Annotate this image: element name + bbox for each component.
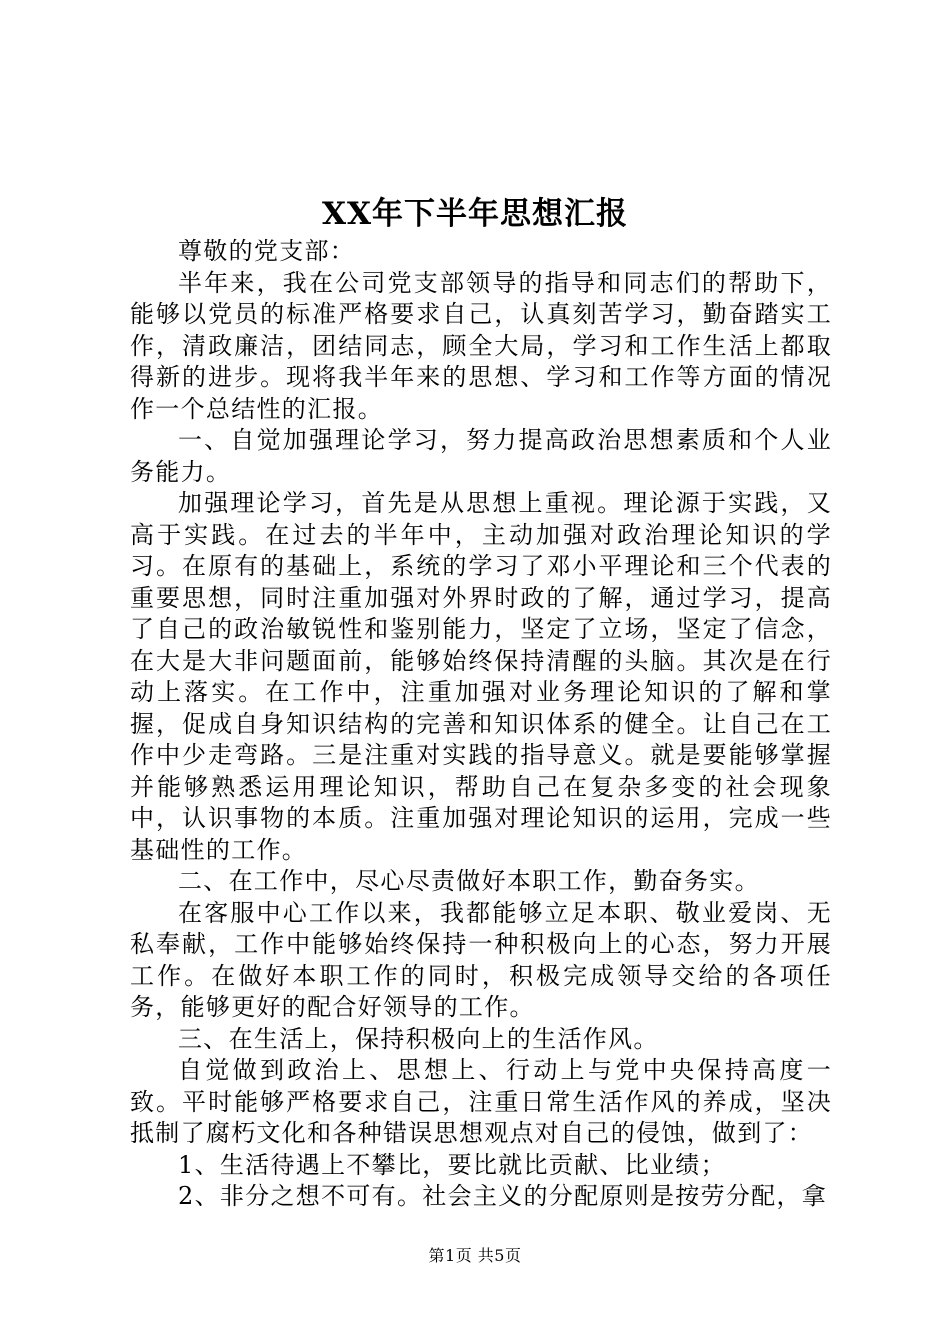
list-item-1: 1、生活待遇上不攀比，要比就比贡献、比业绩； (178, 1150, 726, 1179)
document-body (130, 236, 832, 1213)
list-item-2: 2、非分之想不可有。社会主义的分配原则是按劳分配，拿 (178, 1182, 828, 1210)
section-heading-1: 一、自觉加强理论学习，努力提高政治思想素质和个人业务能力。 (130, 426, 832, 486)
paragraph-theory-study: 加强理论学习，首先是从思想上重视。理论源于实践，又高于实践。在过去的半年中，主动加强对政治理论知识的学习。在原有的基础上，系统的学习了邓小平理论和三个代表的重要思想，同时注重加强对外界时政的了解，通过学习，提高了自己的政治敏锐性和鉴别能力，坚定了立场，坚定了信念，在大是大非问题面前，能够始终保持清醒的头脑。其次是在行动上落实。在工作中，注重加强对业务理论知识的了解和掌握，促成自身知识结构的完善和知识体系的健全。让自己在工作中少走弯路。三是注重对实践的指导意义。就是要能够掌握并能够熟悉运用理论知识，帮助自己在复杂多变的社会现象中，认识事物的本质。注重加强对理论知识的运用，完成一些基础性的工作。 (130, 489, 832, 864)
section-heading-3: 三、在生活上，保持积极向上的生活作风。 (178, 1024, 659, 1053)
paragraph-work: 在客服中心工作以来，我都能够立足本职、敬业爱岗、无私奉献，工作中能够始终保持一种积极向上的心态，努力开展工作。在做好本职工作的同时，积极完成领导交给的各项任务，能够更好的配合好领导的工作。 (130, 898, 832, 1021)
salutation: 尊敬的党支部： (178, 237, 356, 265)
paragraph-intro: 半年来，我在公司党支部领导的指导和同志们的帮助下，能够以党员的标准严格要求自己，认真刻苦学习，勤奋踏实工作，清政廉洁，团结同志，顾全大局，学习和工作生活上都取得新的进步。现将我半年来的思想、学习和工作等方面的情况作一个总结性的汇报。 (130, 268, 832, 423)
paragraph-life: 自觉做到政治上、思想上、行动上与党中央保持高度一致。平时能够严格要求自己，注重日常生活作风的养成，坚决抵制了腐朽文化和各种错误思想观点对自己的侵蚀，做到了： (130, 1056, 832, 1147)
section-heading-2: 二、在工作中，尽心尽责做好本职工作，勤奋务实。 (178, 867, 760, 895)
page-number-footer: 第1页 共5页 (428, 1246, 522, 1265)
document-title: XX年下半年思想汇报 (321, 196, 629, 232)
